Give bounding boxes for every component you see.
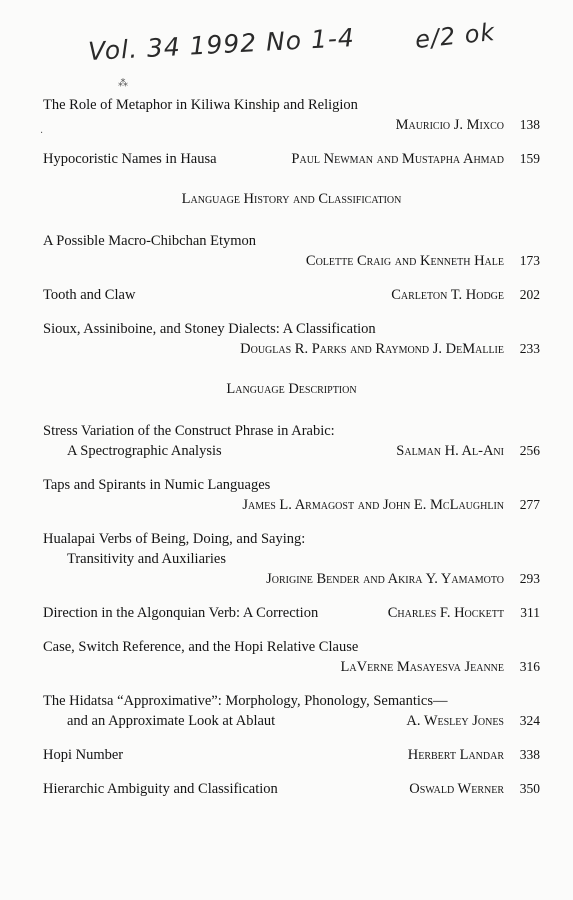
- entry-title: Hualapai Verbs of Being, Doing, and Saying:: [43, 531, 306, 547]
- entry-title: Direction in the Algonquian Verb: A Correction: [43, 605, 319, 621]
- entry-author: LaVerne Masayesva Jeanne: [340, 659, 504, 675]
- entry-title: Hopi Number: [43, 747, 124, 763]
- entry-page: 233: [519, 341, 540, 356]
- entry-author: Colette Craig and Kenneth Hale: [305, 253, 504, 269]
- entry-title: Stress Variation of the Construct Phrase in Arabic:: [43, 423, 335, 439]
- entry-title: The Hidatsa “Approximative”: Morphology, Phonology, Semantics—: [43, 693, 448, 709]
- entry-author: Jorigine Bender and Akira Y. Yamamoto: [266, 571, 504, 587]
- entry-page: 293: [519, 571, 540, 586]
- entry-page: 138: [519, 117, 540, 132]
- handwritten-volume-note: Vol. 34 1992 No 1-4: [87, 23, 356, 66]
- toc-entry[interactable]: [43, 779, 540, 799]
- entry-page: 202: [519, 287, 540, 302]
- entry-title: Hypocoristic Names in Hausa: [43, 151, 217, 167]
- toc-entry[interactable]: [43, 475, 540, 515]
- entry-author: Herbert Landar: [407, 747, 504, 763]
- section-heading: Language Description: [226, 381, 357, 397]
- entry-page: 256: [519, 443, 540, 458]
- entry-title: Case, Switch Reference, and the Hopi Relative Clause: [43, 639, 359, 655]
- entry-page: 316: [519, 659, 540, 674]
- entry-title: A Possible Macro-Chibchan Etymon: [43, 233, 257, 249]
- toc-entry[interactable]: [43, 745, 540, 765]
- entry-author: Douglas R. Parks and Raymond J. DeMallie: [240, 341, 504, 357]
- entry-author: Salman H. Al-Ani: [396, 443, 504, 459]
- toc-entry[interactable]: [43, 529, 540, 589]
- entry-title: Taps and Spirants in Numic Languages: [43, 477, 271, 493]
- entry-page: 350: [519, 781, 540, 796]
- toc-entry[interactable]: [43, 95, 540, 135]
- toc-entry[interactable]: [43, 149, 540, 169]
- toc-entry[interactable]: [43, 421, 540, 461]
- toc-entry[interactable]: [43, 231, 540, 271]
- entry-author: James L. Armagost and John E. McLaughlin: [242, 497, 504, 513]
- entry-author: A. Wesley Jones: [406, 713, 504, 729]
- entry-author: Oswald Werner: [409, 781, 504, 797]
- ink-speck: ·: [40, 128, 44, 139]
- entry-page: 277: [519, 497, 540, 512]
- handwritten-corner-note: e/2 ok: [413, 17, 497, 55]
- entry-title: Sioux, Assiniboine, and Stoney Dialects: A Classification: [43, 321, 376, 337]
- entry-title-continued: A Spectrographic Analysis: [67, 443, 222, 459]
- entry-page: 159: [519, 151, 540, 166]
- ink-speck: ⁂: [118, 78, 128, 89]
- table-of-contents: [43, 95, 540, 813]
- entry-title-continued: Transitivity and Auxiliaries: [67, 551, 226, 567]
- entry-author: Carleton T. Hodge: [391, 287, 504, 303]
- section-heading: Language History and Classification: [181, 191, 402, 207]
- entry-author: Mauricio J. Mixco: [395, 117, 504, 133]
- entry-author: Charles F. Hockett: [387, 605, 504, 621]
- entry-title: The Role of Metaphor in Kiliwa Kinship and Religion: [43, 97, 358, 113]
- entry-title: Hierarchic Ambiguity and Classification: [43, 781, 278, 797]
- toc-entry[interactable]: [43, 637, 540, 677]
- entry-page: 311: [520, 605, 540, 620]
- entry-title-continued: and an Approximate Look at Ablaut: [67, 713, 276, 729]
- toc-entry[interactable]: [43, 285, 540, 305]
- toc-entry[interactable]: [43, 319, 540, 359]
- toc-entry[interactable]: [43, 691, 540, 731]
- toc-entry[interactable]: [43, 603, 540, 623]
- entry-author: Paul Newman and Mustapha Ahmad: [291, 151, 504, 167]
- entry-title: Tooth and Claw: [43, 287, 136, 303]
- entry-page: 173: [519, 253, 540, 268]
- entry-page: 324: [519, 713, 540, 728]
- entry-page: 338: [519, 747, 540, 762]
